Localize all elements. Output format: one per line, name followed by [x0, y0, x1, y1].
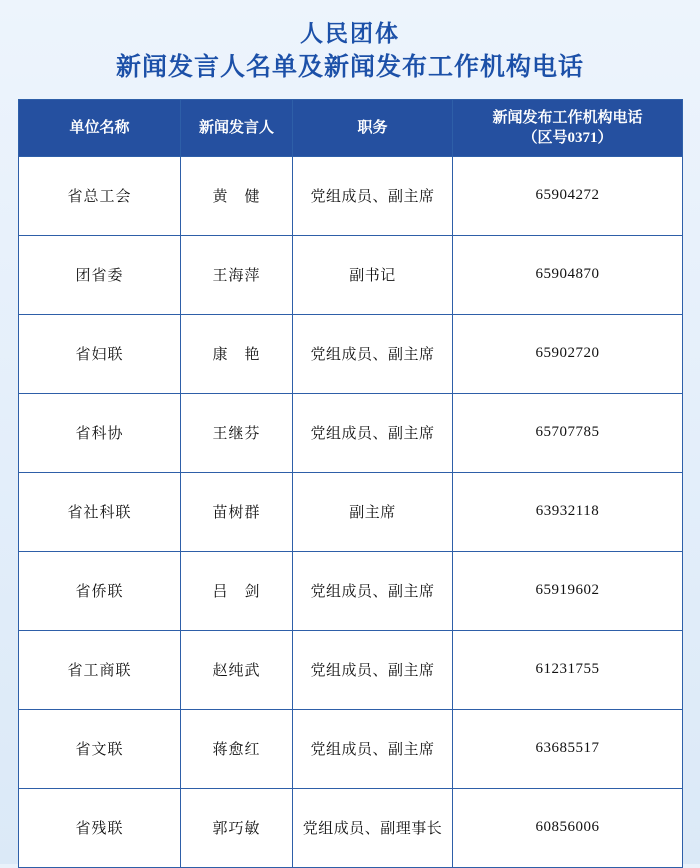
- cell-phone: 61231755: [453, 630, 683, 709]
- table-header-row: [19, 99, 683, 156]
- cell-spokesperson: 王海萍: [181, 235, 293, 314]
- cell-phone: 65902720: [453, 314, 683, 393]
- cell-position: 党组成员、副理事长: [293, 788, 453, 867]
- cell-spokesperson: 王继芬: [181, 393, 293, 472]
- cell-unit: 省工商联: [19, 630, 181, 709]
- column-header-phone-main: 新闻发布工作机构电话: [492, 109, 643, 126]
- title-line-1: 人民团体: [300, 21, 400, 46]
- table-row: [19, 788, 683, 867]
- cell-unit: 省社科联: [19, 472, 181, 551]
- table-row: [19, 630, 683, 709]
- cell-position: 党组成员、副主席: [293, 314, 453, 393]
- column-header-spokesperson: 新闻发言人: [181, 99, 293, 156]
- cell-spokesperson: 苗树群: [181, 472, 293, 551]
- cell-unit: 省文联: [19, 709, 181, 788]
- table-row: [19, 393, 683, 472]
- cell-phone: 65904870: [453, 235, 683, 314]
- cell-phone: 65707785: [453, 393, 683, 472]
- cell-position: 党组成员、副主席: [293, 630, 453, 709]
- table-header: [19, 99, 683, 156]
- column-header-phone-sub: （区号0371）: [522, 129, 613, 146]
- column-header-position: 职务: [293, 99, 453, 156]
- table-body: [19, 156, 683, 867]
- table-row: [19, 472, 683, 551]
- cell-unit: 省总工会: [19, 156, 181, 235]
- cell-spokesperson: 康 艳: [181, 314, 293, 393]
- title-line-2: 新闻发言人名单及新闻发布工作机构电话: [115, 54, 584, 82]
- column-header-phone: [453, 99, 683, 156]
- column-header-unit: 单位名称: [19, 99, 181, 156]
- cell-position: 党组成员、副主席: [293, 551, 453, 630]
- cell-unit: 团省委: [19, 235, 181, 314]
- cell-position: 党组成员、副主席: [293, 156, 453, 235]
- spokesperson-table: [18, 99, 683, 868]
- cell-unit: 省妇联: [19, 314, 181, 393]
- cell-phone: 63685517: [453, 709, 683, 788]
- table-row: [19, 551, 683, 630]
- table-row: [19, 156, 683, 235]
- cell-unit: 省残联: [19, 788, 181, 867]
- cell-spokesperson: 郭巧敏: [181, 788, 293, 867]
- cell-position: 党组成员、副主席: [293, 393, 453, 472]
- cell-spokesperson: 蒋愈红: [181, 709, 293, 788]
- cell-phone: 60856006: [453, 788, 683, 867]
- document-title: [18, 0, 682, 99]
- cell-phone: 65919602: [453, 551, 683, 630]
- table-row: [19, 314, 683, 393]
- cell-spokesperson: 黄 健: [181, 156, 293, 235]
- cell-unit: 省科协: [19, 393, 181, 472]
- cell-unit: 省侨联: [19, 551, 181, 630]
- table-row: [19, 235, 683, 314]
- cell-phone: 63932118: [453, 472, 683, 551]
- table-row: [19, 709, 683, 788]
- cell-spokesperson: 赵纯武: [181, 630, 293, 709]
- cell-position: 党组成员、副主席: [293, 709, 453, 788]
- cell-phone: 65904272: [453, 156, 683, 235]
- cell-position: 副书记: [293, 235, 453, 314]
- cell-spokesperson: 吕 剑: [181, 551, 293, 630]
- cell-position: 副主席: [293, 472, 453, 551]
